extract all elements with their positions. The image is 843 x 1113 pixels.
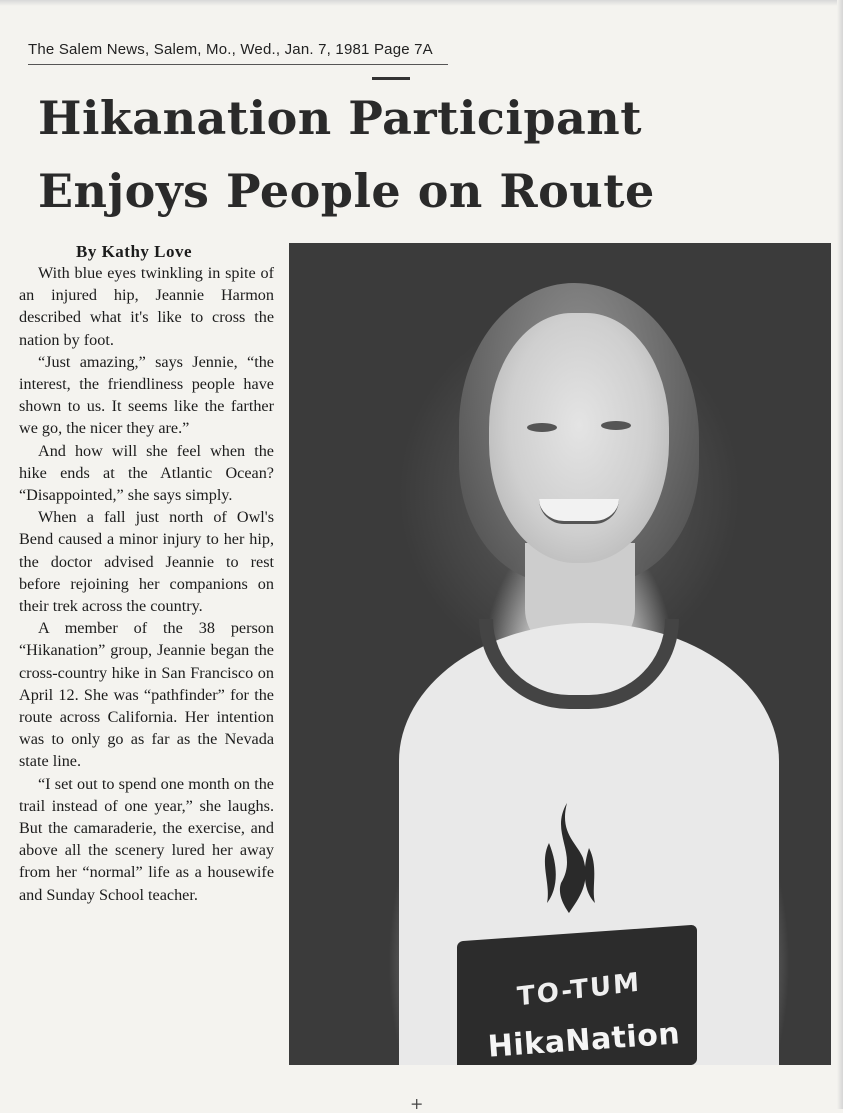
page-top-edge bbox=[0, 0, 843, 6]
paragraph: “Just amazing,” says Jennie, “the interest, the friendliness people have shown to us. It seems like the farther we go, the nicer they are.” bbox=[19, 352, 274, 438]
paragraph: And how will she feel when the hike ends at the Atlantic Ocean? “Disappointed,” she says simply. bbox=[19, 441, 274, 505]
paragraph: With blue eyes twinkling in spite of an injured hip, Jeannie Harmon described what it's like to cross the nation by foot. bbox=[19, 264, 274, 349]
shirt-logo-text: TO-TUM bbox=[516, 967, 642, 1013]
portrait-photo bbox=[289, 243, 831, 1065]
shirt-hikanation-text: HikaNation bbox=[486, 1016, 682, 1065]
right-eye bbox=[601, 421, 631, 430]
byline: By Kathy Love bbox=[76, 242, 193, 261]
smile bbox=[539, 499, 619, 524]
dateline: The Salem News, Salem, Mo., Wed., Jan. 7, 1981 Page 7A bbox=[28, 41, 433, 58]
headline-line-1: Hikanation Participant bbox=[38, 91, 642, 145]
paragraph: “I set out to spend one month on the trail instead of one year,” she laughs. But the camaraderie, the exercise, and above all the scenery lured her away from her “normal” life as a housewife and Sunday School teacher. bbox=[19, 774, 274, 904]
headline-line-2: Enjoys People on Route bbox=[38, 164, 655, 218]
left-eye bbox=[527, 423, 557, 432]
article-body bbox=[19, 262, 274, 906]
divider-mark bbox=[372, 77, 410, 80]
pencil-mark: + bbox=[410, 1094, 424, 1113]
face bbox=[489, 313, 669, 563]
paragraph: A member of the 38 person “Hikanation” group, Jeannie began the cross-country hike in San Francisco on April 12. She was “pathfinder” for the route across California. Her intention was to only go as far as the Nevada state line. bbox=[19, 619, 274, 771]
flame-icon bbox=[539, 803, 599, 913]
headline bbox=[38, 82, 738, 228]
paragraph: When a fall just north of Owl's Bend caused a minor injury to her hip, the doctor advised Jeannie to rest before rejoining her companions on their trek across the country. bbox=[19, 508, 274, 616]
page-right-edge bbox=[837, 0, 843, 1109]
dateline-rule bbox=[28, 64, 448, 65]
